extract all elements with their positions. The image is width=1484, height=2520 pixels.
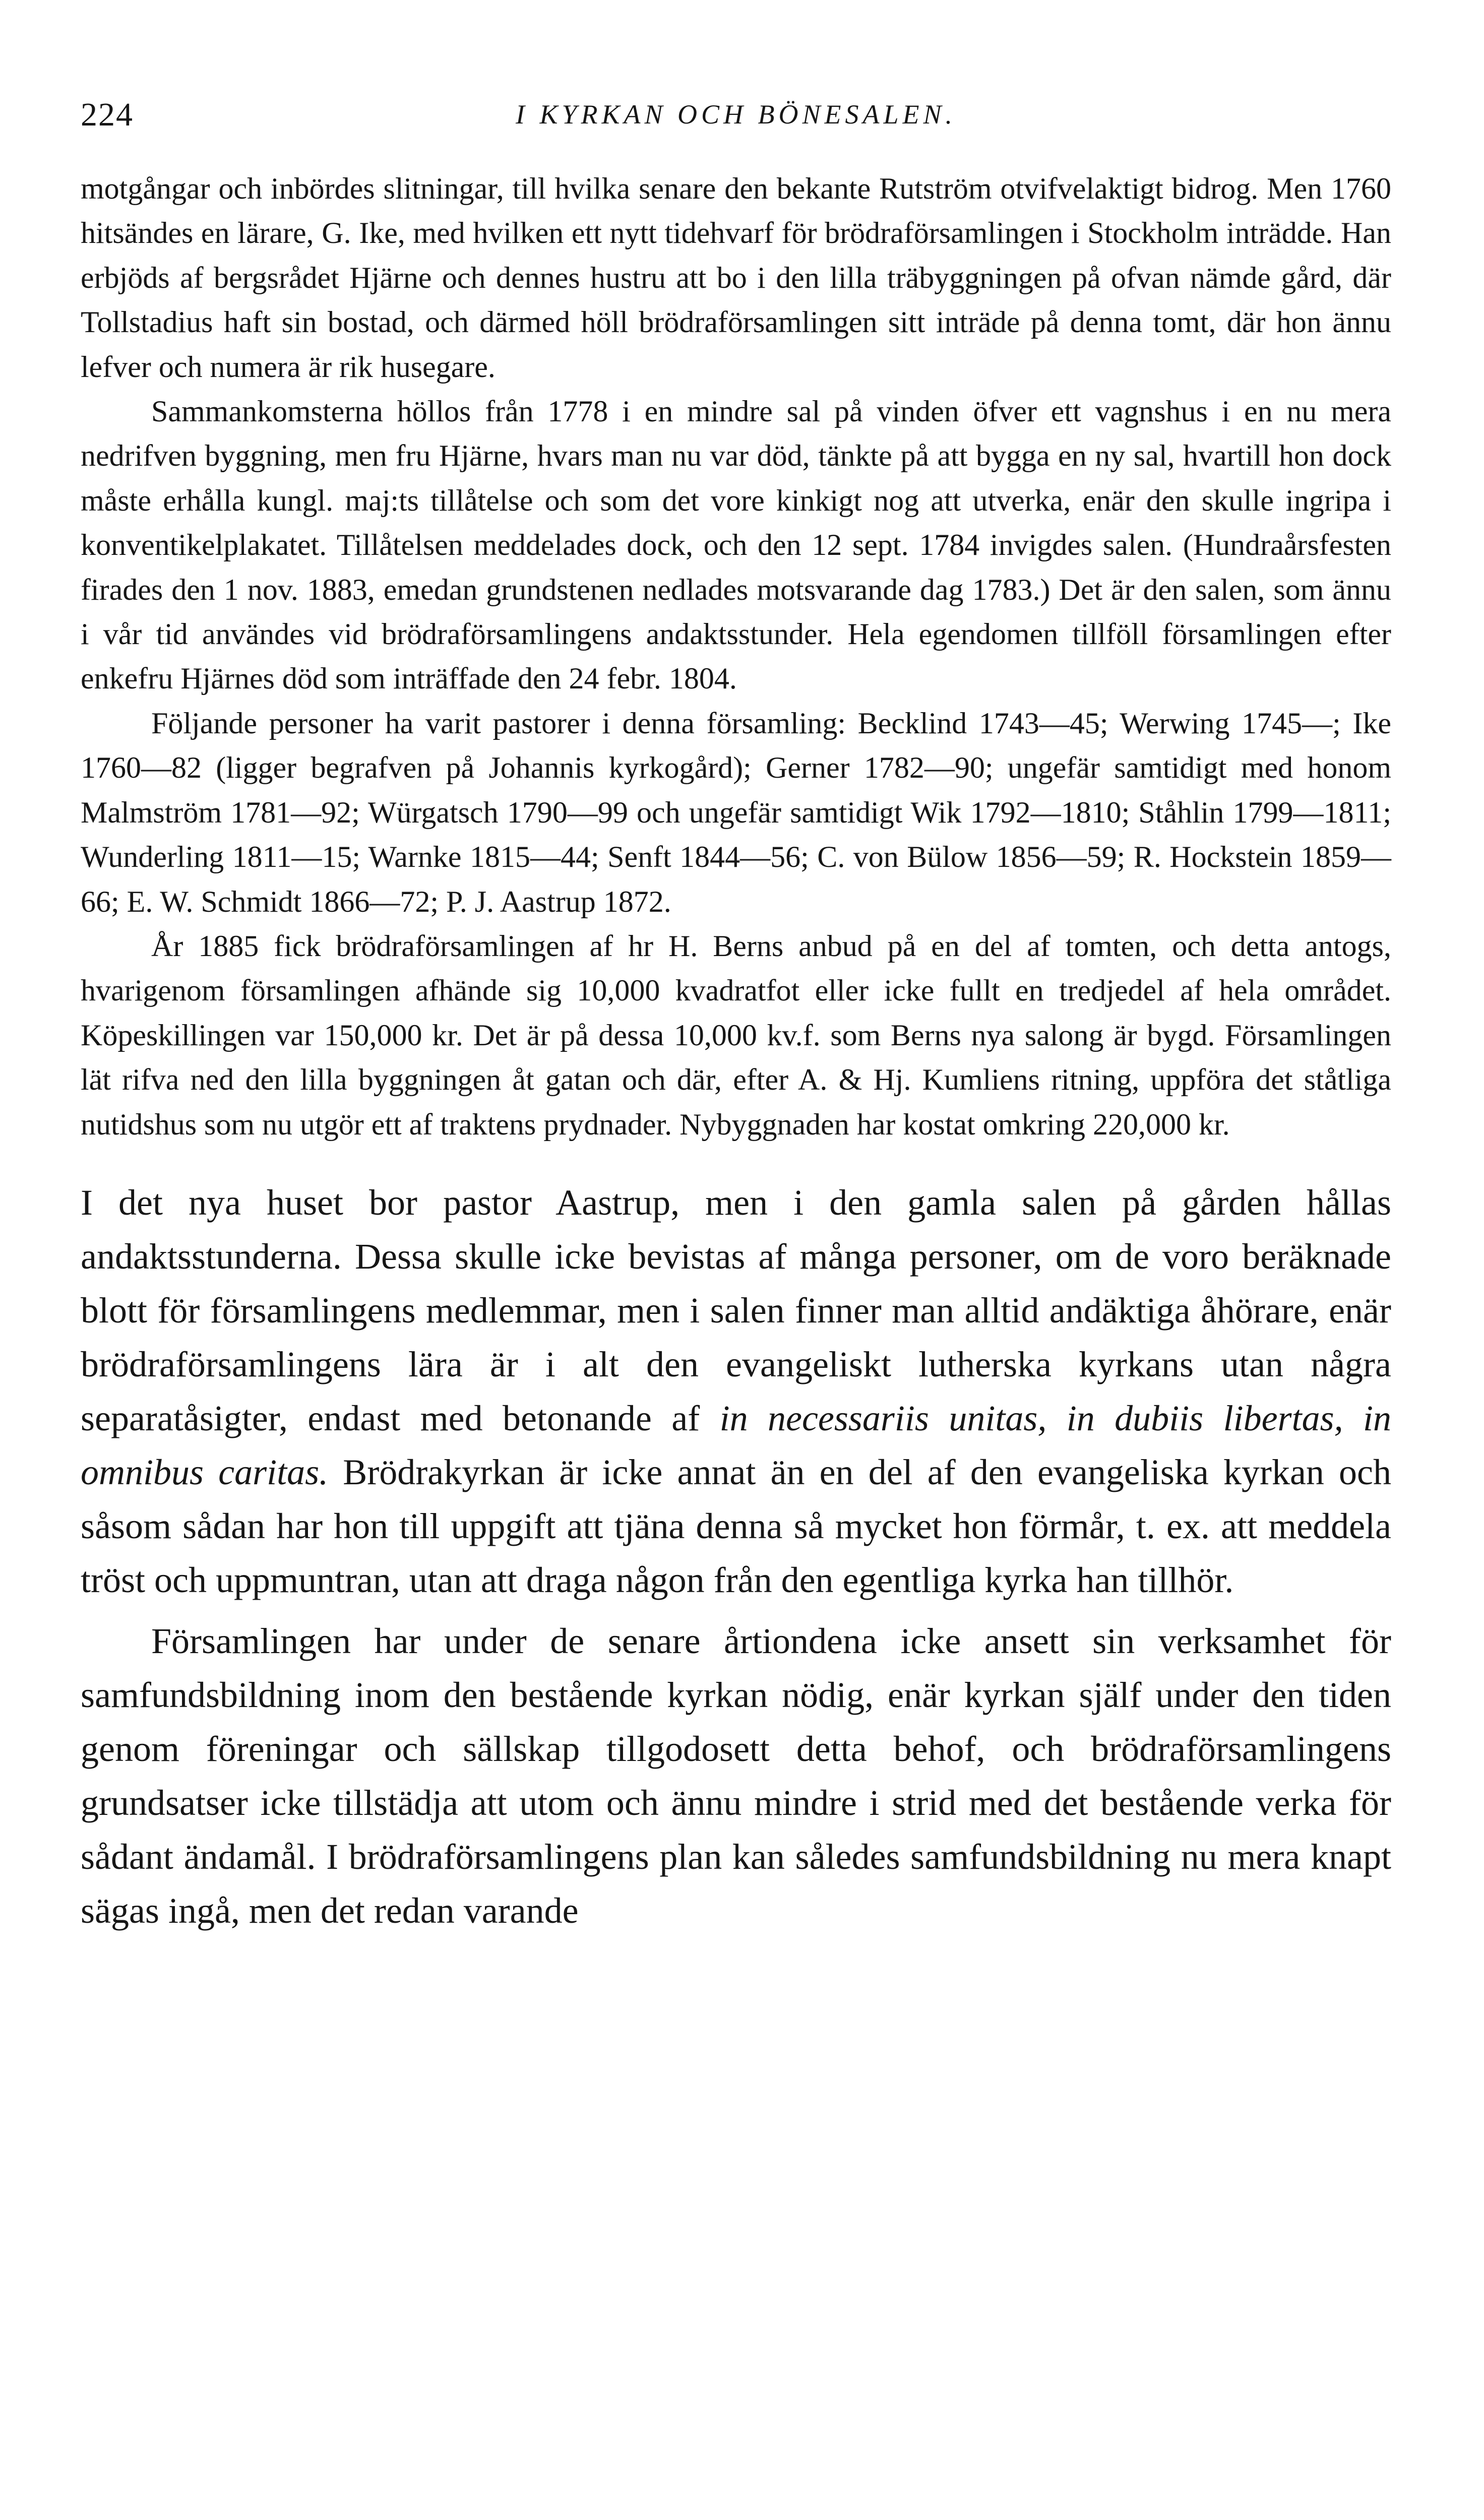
paragraph-meeting-hall: Sammankomsterna höllos från 1778 i en mindre sal på vinden öfver ett vagnshus i en nu mera nedrifven byggning, men fru Hjärne, hvars man nu var död, tänkte på att bygga en ny sal, hvartill hon dock måste erhålla kungl. maj:ts tillåtelse och som det vore kinkigt nog att utverka, enär den skulle ingripa i konventikelplakatet. Tillåtelsen meddelades dock, och den 12 sept. 1784 invigdes salen. (Hundraårsfesten firades den 1 nov. 1883, emedan grundstenen nedlades motsvarande dag 1783.) Det är den salen, som ännu i vår tid användes vid brödraförsamlingens andaktsstunder. Hela egendomen tillföll församlingen efter enkefru Hjärnes död som inträffade den 24 febr. 1804. <box>81 395 1391 696</box>
running-title: I KYRKAN OCH BÖNESALEN. <box>515 99 957 130</box>
latin-motto: in necessariis unitas, in dubiis libertas, in omnibus caritas. <box>81 1398 1391 1492</box>
paragraph-congregation-activity: Församlingen har under de senare årtiondena icke ansett sin verksamhet för samfundsbildning inom den bestående kyrkan nödig, enär kyrkan själf under den tiden genom föreningar och sällskap tillgodosett detta behof, och brödraförsamlingens grundsatser icke tillstädja att utom och ännu mindre i strid med det bestående verka för sådant ändamål. I brödraförsamlingens plan kan således samfundsbildning nu mera knapt sägas ingå, men det redan varande <box>81 1620 1391 1931</box>
small-print-section <box>81 166 1391 1147</box>
paragraph-property-sale: År 1885 fick brödraförsamlingen af hr H. Berns anbud på en del af tomten, och detta antogs, hvarigenom församlingen afhände sig 10,000 kvadratfot eller icke fullt en tredjedel af hela området. Köpeskillingen var 150,000 kr. Det är på dessa 10,000 kv.f. som Berns nya salong är bygd. Församlingen lät rifva ned den lilla byggningen åt gatan och där, efter A. & Hj. Kumliens ritning, uppföra det ståtliga nutidshus som nu utgör ett af traktens prydnader. Nybyggnaden har kostat omkring 220,000 kr. <box>81 929 1391 1141</box>
paragraph-text-end: Brödrakyrkan är icke annat än en del af den evangeliska kyrkan och såsom sådan har hon till uppgift att tjäna denna så mycket hon förmår, t. ex. att meddela tröst och uppmuntran, utan att draga någon från den egentliga kyrka han tillhör. <box>81 1452 1391 1600</box>
book-page <box>81 96 1391 1938</box>
page-number: 224 <box>81 96 134 133</box>
paragraph-devotional-meetings <box>81 1176 1391 1607</box>
main-text-section <box>81 1176 1391 1938</box>
paragraph-continued: motgångar och inbördes slitningar, till hvilka senare den bekante Rutström otvifvelaktigt bidrog. Men 1760 hitsändes en lärare, G. Ike, med hvilken ett nytt tidehvarf för brödraförsamlingen i Stockholm inträdde. Han erbjöds af bergsrådet Hjärne och dennes hustru att bo i den lilla träbyggningen på ofvan nämde gård, där Tollstadius haft sin bostad, och därmed höll brödraförsamlingen sitt inträde på denna tomt, där hon ännu lefver och numera är rik husegare. <box>81 172 1391 384</box>
running-head <box>81 96 1391 151</box>
paragraph-text-start: I det nya huset bor pastor Aastrup, men i den gamla salen på gården hållas andaktsstunderna. Dessa skulle icke bevistas af många personer, om de voro beräknade blott för församlingens medlemmar, men i salen finner man alltid andäktiga åhörare, enär brödraförsamlingens lära är i alt den evangeliskt lutherska kyrkans utan några separatåsigter, endast med betonande af <box>81 1182 1391 1438</box>
paragraph-pastors-list: Följande personer ha varit pastorer i denna församling: Becklind 1743—45; Werwing 1745—; Ike 1760—82 (ligger begrafven på Johannis kyrkogård); Gerner 1782—90; ungefär samtidigt med honom Malmström 1781—92; Würgatsch 1790—99 och ungefär samtidigt Wik 1792—1810; Ståhlin 1799—1811; Wunderling 1811—15; Warnke 1815—44; Senft 1844—56; C. von Bülow 1856—59; R. Hockstein 1859—66; E. W. Schmidt 1866—72; P. J. Aastrup 1872. <box>81 706 1391 918</box>
